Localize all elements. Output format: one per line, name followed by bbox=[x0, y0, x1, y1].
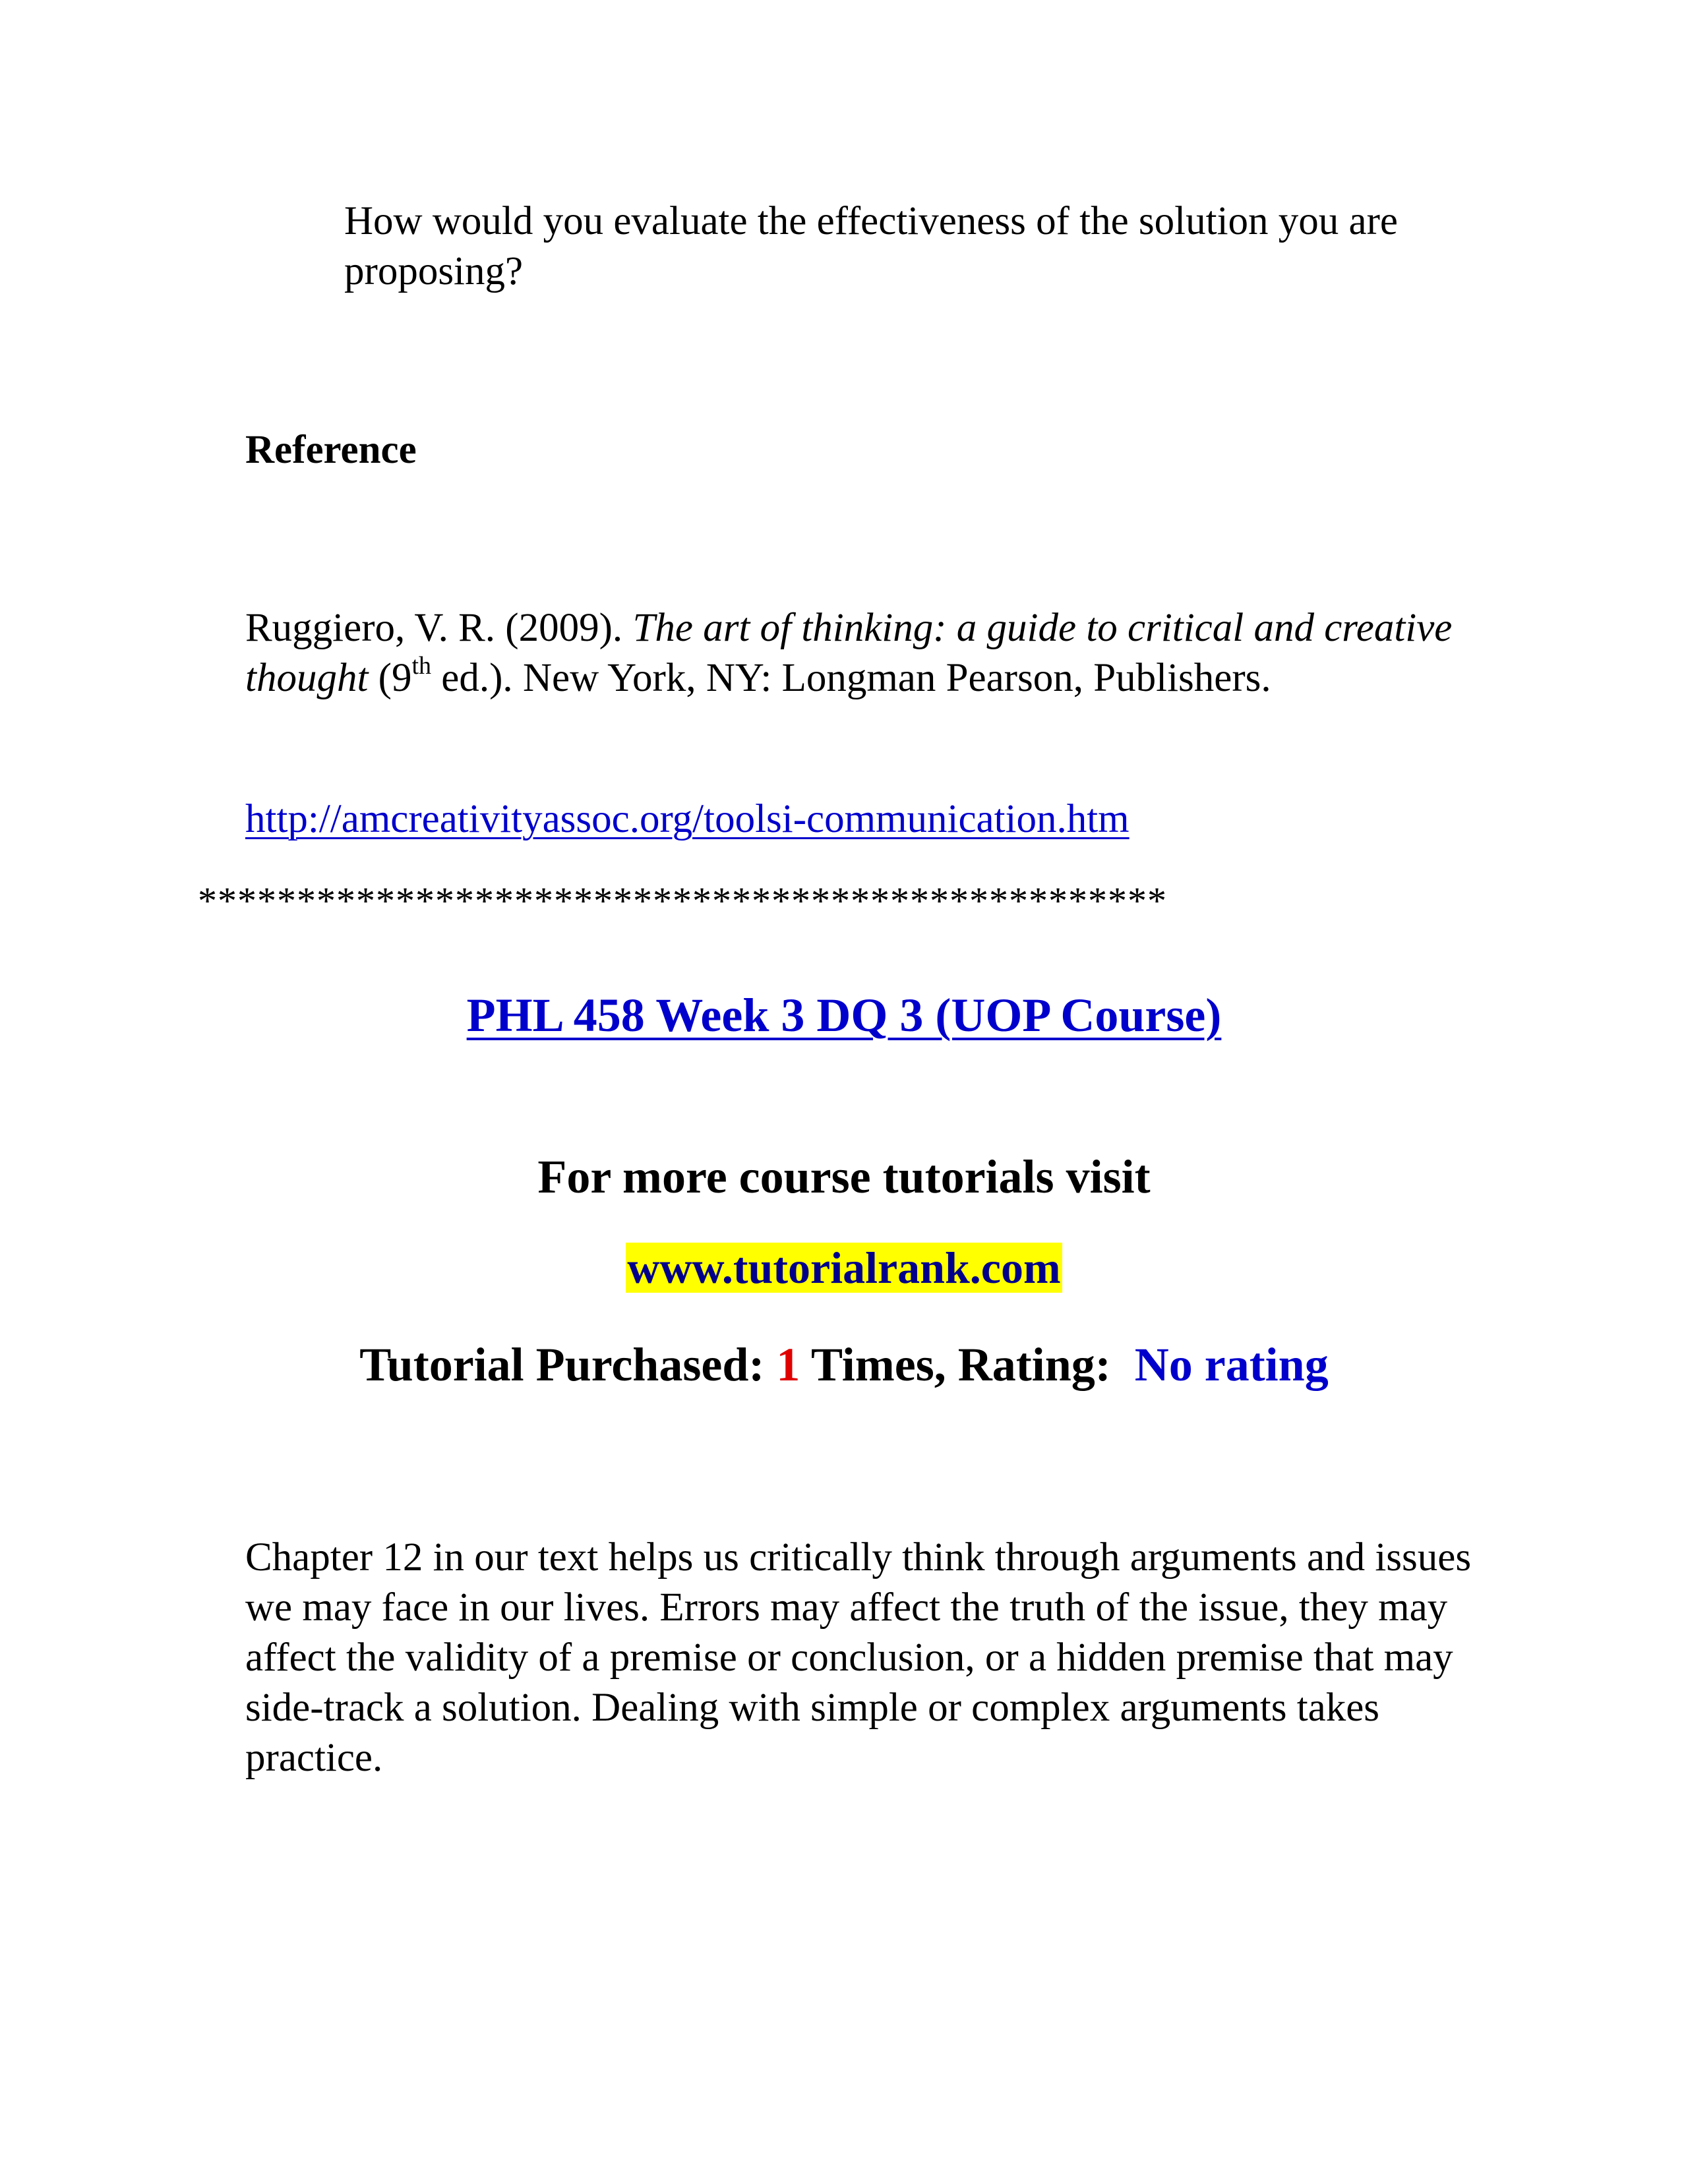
website-line bbox=[0, 1239, 1688, 1296]
course-title-link[interactable]: PHL 458 Week 3 DQ 3 (UOP Course) bbox=[466, 989, 1222, 1042]
more-tutorials-heading: For more course tutorials visit bbox=[537, 1150, 1151, 1203]
purchased-label: Tutorial Purchased: bbox=[359, 1338, 765, 1391]
reference-heading: Reference bbox=[245, 428, 417, 472]
purchased-count: 1 bbox=[776, 1338, 800, 1391]
reference-citation bbox=[245, 603, 1498, 703]
citation-publisher: New York, NY: Longman Pearson, Publishers. bbox=[522, 656, 1271, 700]
chapter-paragraph: Chapter 12 in our text helps us critically think through arguments and issues we may face in our lives. Errors may affect the truth of the issue, they may affect the validity of a premise or conclusion, or a hidden premise that may side-track a solution. Dealing with simple or complex arguments takes practice. bbox=[245, 1535, 1472, 1780]
citation-edition-rest: ed.). bbox=[441, 656, 513, 700]
course-title-line bbox=[0, 986, 1688, 1045]
citation-authors: Ruggiero, V. R. (2009). bbox=[245, 606, 623, 650]
times-rating-label: Times, Rating: bbox=[811, 1338, 1111, 1391]
citation-edition-num: (9 bbox=[378, 656, 412, 700]
purchase-info-line bbox=[0, 1335, 1688, 1394]
reference-link[interactable]: http://amcreativityassoc.org/toolsi-communication.htm bbox=[245, 797, 1130, 841]
citation-edition-sup: th bbox=[411, 652, 432, 680]
website-link[interactable]: www.tutorialrank.com bbox=[627, 1243, 1061, 1293]
asterisk-separator: ************************************************* bbox=[198, 879, 1167, 922]
question-text: How would you evaluate the effectiveness of the solution you are proposing? bbox=[344, 199, 1398, 293]
citation-title: The art of thinking: a guide to critical and creative thought bbox=[245, 606, 1453, 700]
rating-value: No rating bbox=[1134, 1338, 1329, 1391]
